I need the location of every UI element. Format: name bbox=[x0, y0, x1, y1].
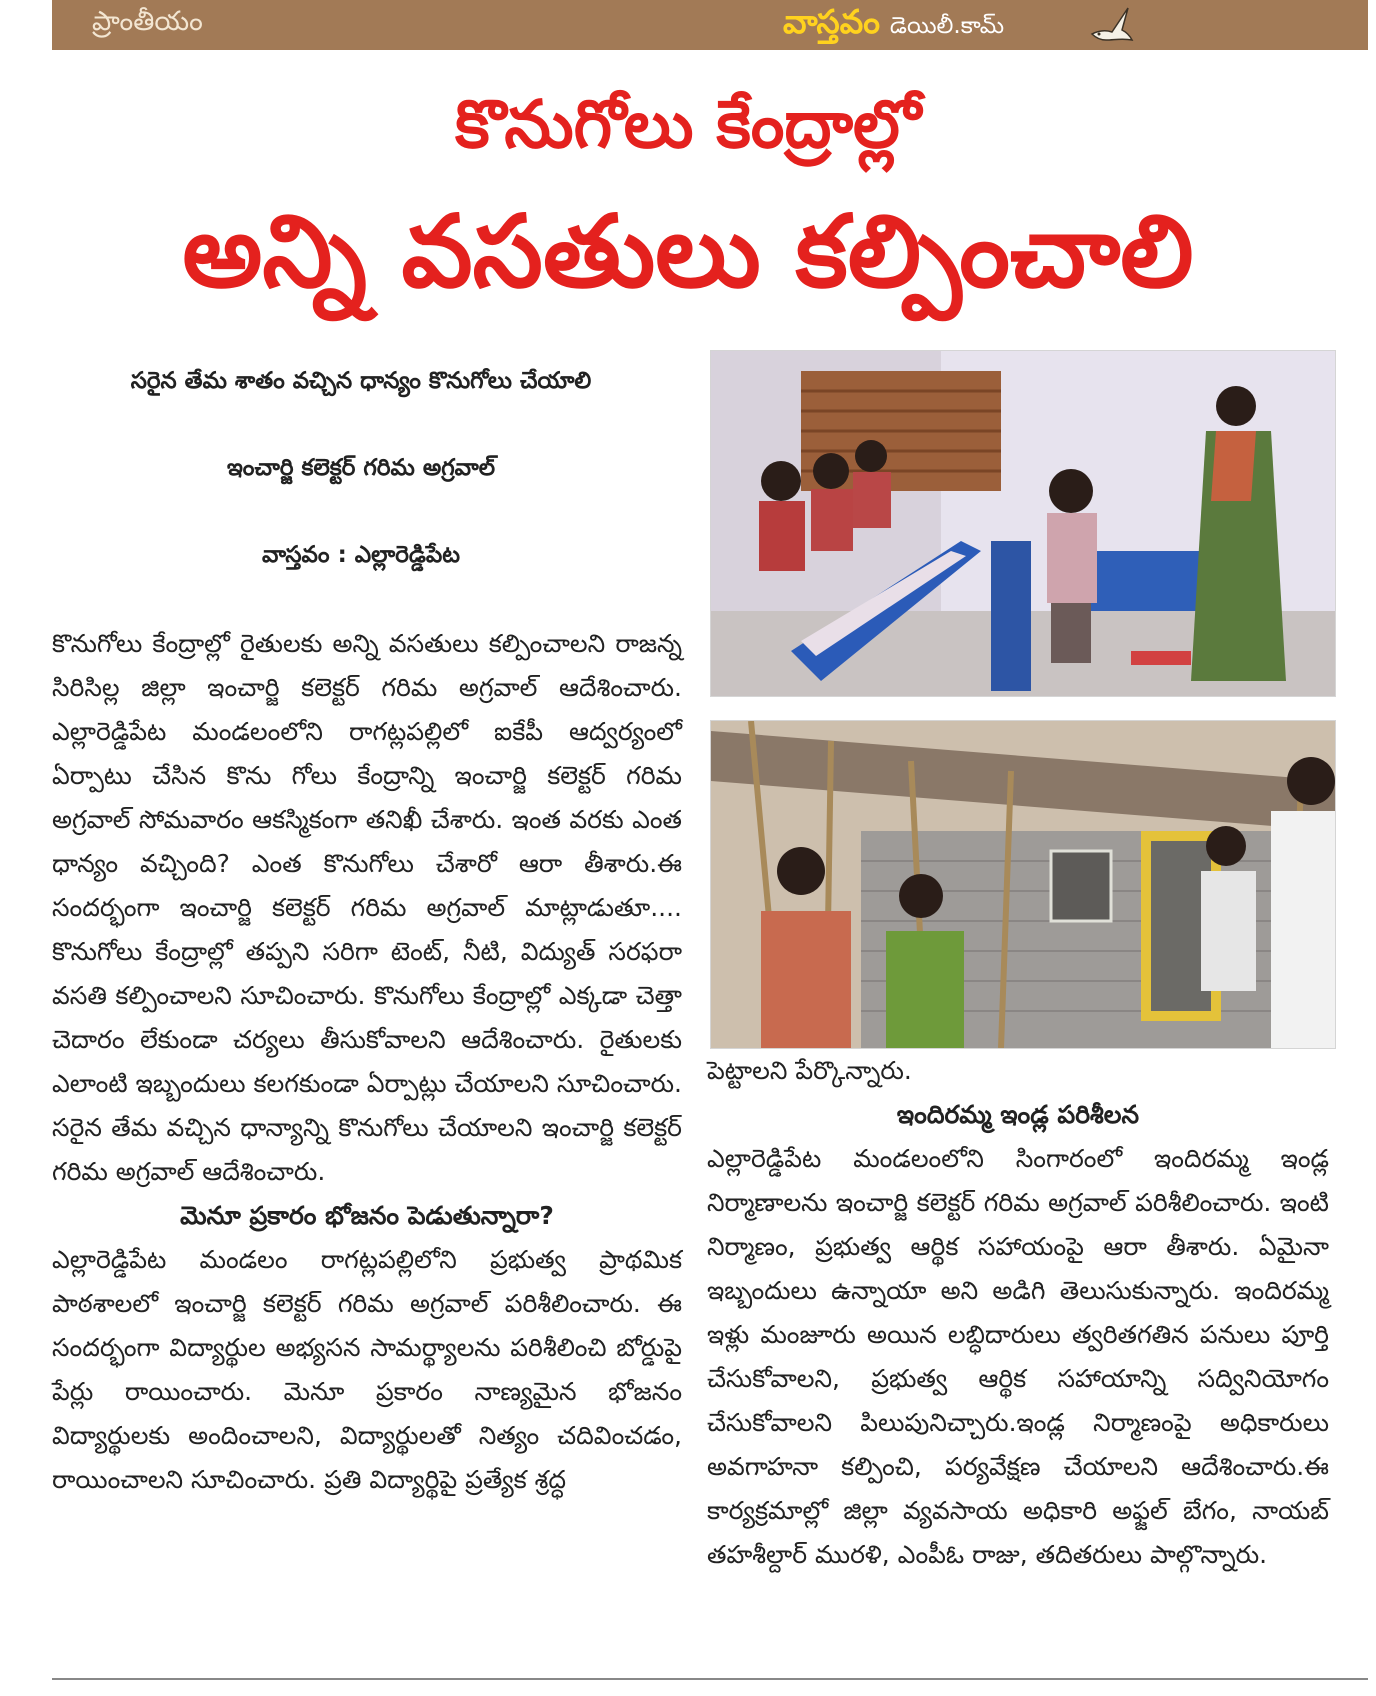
bottom-rule bbox=[52, 1678, 1368, 1680]
masthead-site: డెయిలీ.కామ్ bbox=[889, 13, 1005, 39]
section-heading-indiramma: ఇందిరమ్మ ఇండ్ల పరిశీలన bbox=[896, 1100, 1140, 1129]
article-paragraph-3: ఎల్లారెడ్డిపేట మండలంలోని సింగారంలో ఇందిరమ్మ ఇండ్ల నిర్మాణాలను ఇంచార్జి కలెక్టర్ గరిమ అగ్రవాల్ పరిశీలించారు. ఇంటి నిర్మాణం, ప్రభుత్వ ఆర్థిక సహాయంపై ఆరా తీశారు. ఏమైనా ఇబ్బందులు ఉన్నాయా అని అడిగి తెలుసుకున్నారు. ఇందిరమ్మ ఇళ్లు మంజూరు అయిన లబ్ధిదారులు త్వరితగతిన పనులు పూర్తి చేసుకోవాలని, ప్రభుత్వ ఆర్థిక సహాయాన్ని సద్వినియోగం చేసుకోవాలని పిలుపునిచ్చారు.ఇండ్ల నిర్మాణంపై అధికారులు అవగాహనా కల్పించి, పర్యవేక్షణ చేయాలని ఆదేశించారు.ఈ కార్యక్రమాల్లో జిల్లా వ్యవసాయ అధికారి అఫ్జల్ బేగం, నాయబ్ తహశీల్దార్ మురళి, ఎంపీఓ రాజు, తదితరులు పాల్గొన్నారు. bbox=[707, 1144, 1329, 1569]
section-header-bar bbox=[52, 0, 1368, 50]
school-classroom-photo bbox=[710, 350, 1336, 697]
headline-line-2: అన్ని వసతులు కల్పించాలి bbox=[182, 193, 1194, 310]
article-paragraph-2: ఎల్లారెడ్డిపేట మండలం రాగట్లపల్లిలోని ప్రభుత్వ ప్రాథమిక పాఠశాలలో ఇంచార్జి కలెక్టర్ గరిమ అగ్రవాల్ పరిశీలించారు. ఈ సందర్భంగా విద్యార్థుల అభ్యసన సామర్థ్యాలను పరిశీలించి బోర్డుపై పేర్లు రాయించారు. మెనూ ప్రకారం నాణ్యమైన భోజనం విద్యార్థులకు అందించాలని, విద్యార్థులతో నిత్యం చదివించడం, రాయించాలని సూచించారు. ప్రతి విద్యార్థిపై ప్రత్యేక శ్రద్ధ bbox=[52, 1245, 682, 1494]
headline-line-1: కొనుగోలు కేంద్రాల్లో bbox=[455, 86, 921, 163]
masthead-name: వాస్తవం bbox=[783, 2, 880, 41]
article-paragraph-2-continued: పెట్టాలని పేర్కొన్నారు. bbox=[707, 1056, 912, 1085]
masthead bbox=[783, 2, 1004, 49]
dove-icon bbox=[1088, 4, 1134, 46]
subheading-2: ఇంచార్జి కలెక్టర్ గరిమ అగ్రవాల్ bbox=[226, 455, 496, 481]
section-label: ప్రాంతీయం bbox=[92, 6, 203, 37]
dateline: వాస్తవం : ఎల్లారెడ్డిపేట bbox=[262, 542, 460, 568]
article-paragraph-1: కొనుగోలు కేంద్రాల్లో రైతులకు అన్ని వసతులు కల్పించాలని రాజన్న సిరిసిల్ల జిల్లా ఇంచార్జి కలెక్టర్ గరిమ అగ్రవాల్ ఆదేశించారు. ఎల్లారెడ్డిపేట మండలంలోని రాగట్లపల్లిలో ఐకేపీ ఆద్వర్యంలో ఏర్పాటు చేసిన కొను గోలు కేంద్రాన్ని ఇంచార్జి కలెక్టర్ గరిమ అగ్రవాల్ సోమవారం ఆకస్మికంగా తనిఖీ చేశారు. ఇంత వరకు ఎంత ధాన్యం వచ్చింది? ఎంత కొనుగోలు చేశారో ఆరా తీశారు.ఈ సందర్భంగా ఇంచార్జి కలెక్టర్ గరిమ అగ్రవాల్ మాట్లాడుతూ.... కొనుగోలు కేంద్రాల్లో తప్పని సరిగా టెంట్, నీటి, విద్యుత్ సరఫరా వసతి కల్పించాలని సూచించారు. కొనుగోలు కేంద్రాల్లో ఎక్కడా చెత్తా చెదారం లేకుండా చర్యలు తీసుకోవాలని ఆదేశించారు. రైతులకు ఎలాంటి ఇబ్బందులు కలగకుండా ఏర్పాట్లు చేయాలని సూచించారు. సరైన తేమ వచ్చిన ధాన్యాన్ని కొనుగోలు చేయాలని ఇంచార్జి కలెక్టర్ గరిమ అగ్రవాల్ ఆదేశించారు. bbox=[52, 629, 682, 1186]
article-column-right bbox=[707, 1049, 1329, 1577]
section-heading-menu: మెనూ ప్రకారం భోజనం పెడుతున్నారా? bbox=[180, 1201, 554, 1230]
house-construction-photo bbox=[710, 720, 1336, 1049]
subheading-1: సరైన తేమ శాతం వచ్చిన ధాన్యం కొనుగోలు చేయాలి bbox=[130, 368, 592, 394]
article-column-left bbox=[52, 622, 682, 1502]
